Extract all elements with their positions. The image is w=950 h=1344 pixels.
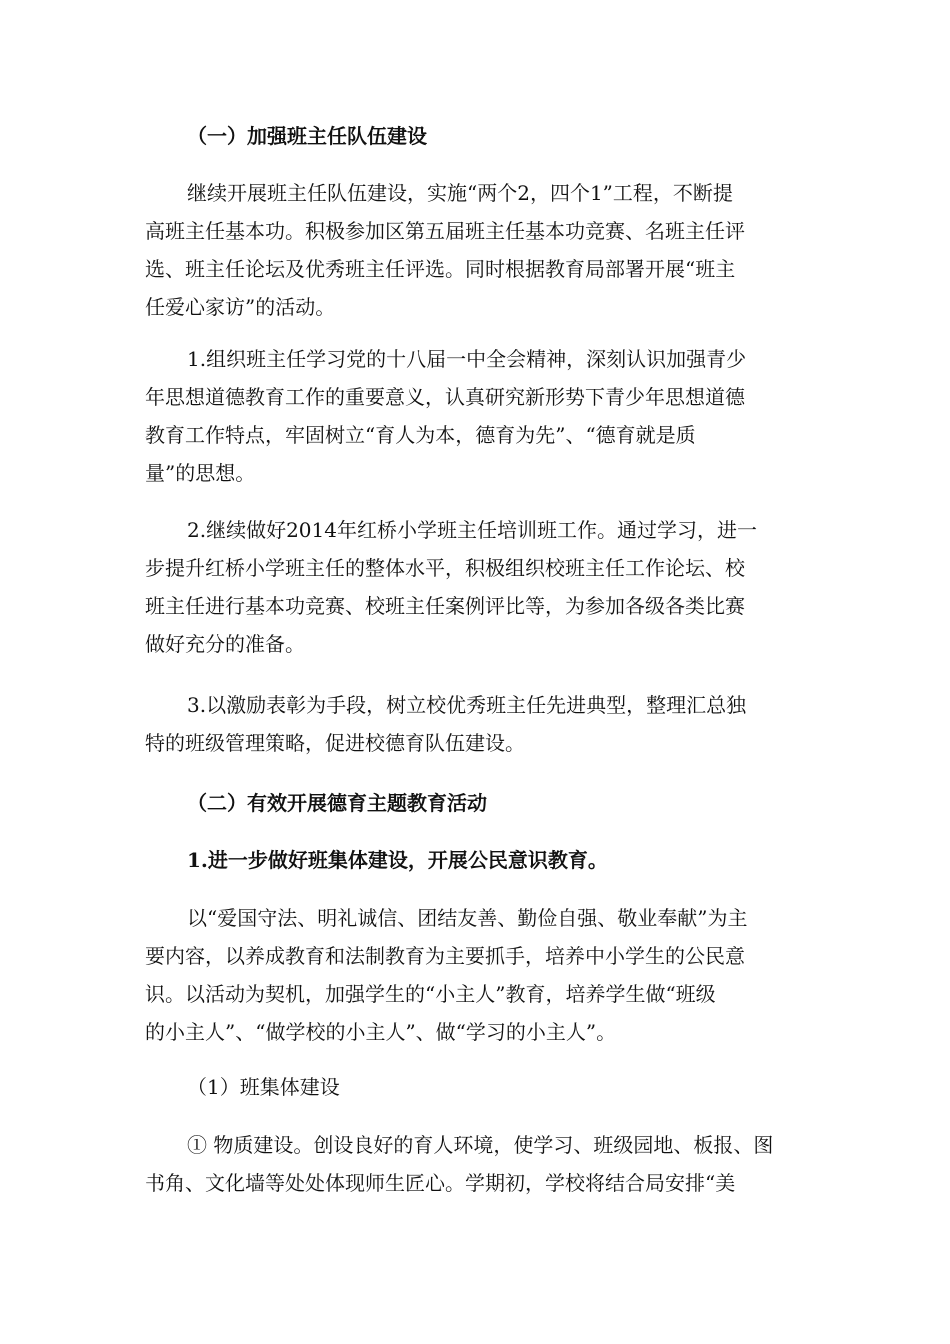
text-line: 1.组织班主任学习党的十八届一中全会精神，深刻认识加强青少 <box>187 347 747 371</box>
paragraph-civic-education <box>145 899 810 1051</box>
text-line: 以“爱国守法、明礼诚信、团结友善、勤俭自强、敬业奉献”为主 <box>187 906 748 930</box>
text-line: 高班主任基本功。积极参加区第五届班主任基本功竞赛、名班主任评 <box>145 219 745 243</box>
section-heading-2 <box>145 784 810 822</box>
subheading-text: 1.进一步做好班集体建设，开展公民意识教育。 <box>187 848 608 872</box>
paragraph-team-building <box>145 174 810 326</box>
text-line: 教育工作特点，牢固树立“育人为本，德育为先”、“德育就是质 <box>145 423 696 447</box>
text-line: 年思想道德教育工作的重要意义，认真研究新形势下青少年思想道德 <box>145 385 745 409</box>
text-line: 继续开展班主任队伍建设，实施“两个2，四个1”工程，不断提 <box>187 181 733 205</box>
text-line: 选、班主任论坛及优秀班主任评选。同时根据教育局部署开展“班主 <box>145 257 736 281</box>
text-line: 3.以激励表彰为手段，树立校优秀班主任先进典型，整理汇总独 <box>187 693 747 717</box>
list-item-3 <box>145 686 810 762</box>
text-line: 班主任进行基本功竞赛、校班主任案例评比等，为参加各级各类比赛 <box>145 594 745 618</box>
subheading-civic-education <box>145 841 810 879</box>
heading-text: （二）有效开展德育主题教育活动 <box>187 791 487 815</box>
list-item-2 <box>145 511 810 663</box>
text-line: 任爱心家访”的活动。 <box>145 295 336 319</box>
text-line: 做好充分的准备。 <box>145 632 305 656</box>
text-line: 特的班级管理策略，促进校德育队伍建设。 <box>145 731 525 755</box>
text-line: 2.继续做好2014年红桥小学班主任培训班工作。通过学习，进一 <box>187 518 757 542</box>
text-line: 书角、文化墙等处处体现师生匠心。学期初，学校将结合局安排“美 <box>145 1171 736 1195</box>
subheading-text: （1）班集体建设 <box>187 1075 340 1099</box>
text-line: 要内容，以养成教育和法制教育为主要抓手，培养中小学生的公民意 <box>145 944 745 968</box>
text-line: 的小主人”、“做学校的小主人”、做“学习的小主人”。 <box>145 1020 617 1044</box>
section-heading-1 <box>145 117 810 155</box>
text-line: ① 物质建设。创设良好的育人环境，使学习、班级园地、板报、图 <box>187 1133 774 1157</box>
text-line: 量”的思想。 <box>145 461 256 485</box>
heading-text: （一）加强班主任队伍建设 <box>187 124 427 148</box>
text-line: 步提升红桥小学班主任的整体水平，积极组织校班主任工作论坛、校 <box>145 556 745 580</box>
subheading-class-building <box>145 1068 810 1106</box>
list-item-1 <box>145 340 810 492</box>
paragraph-material-building <box>145 1126 810 1202</box>
text-line: 识。以活动为契机，加强学生的“小主人”教育，培养学生做“班级 <box>145 982 716 1006</box>
